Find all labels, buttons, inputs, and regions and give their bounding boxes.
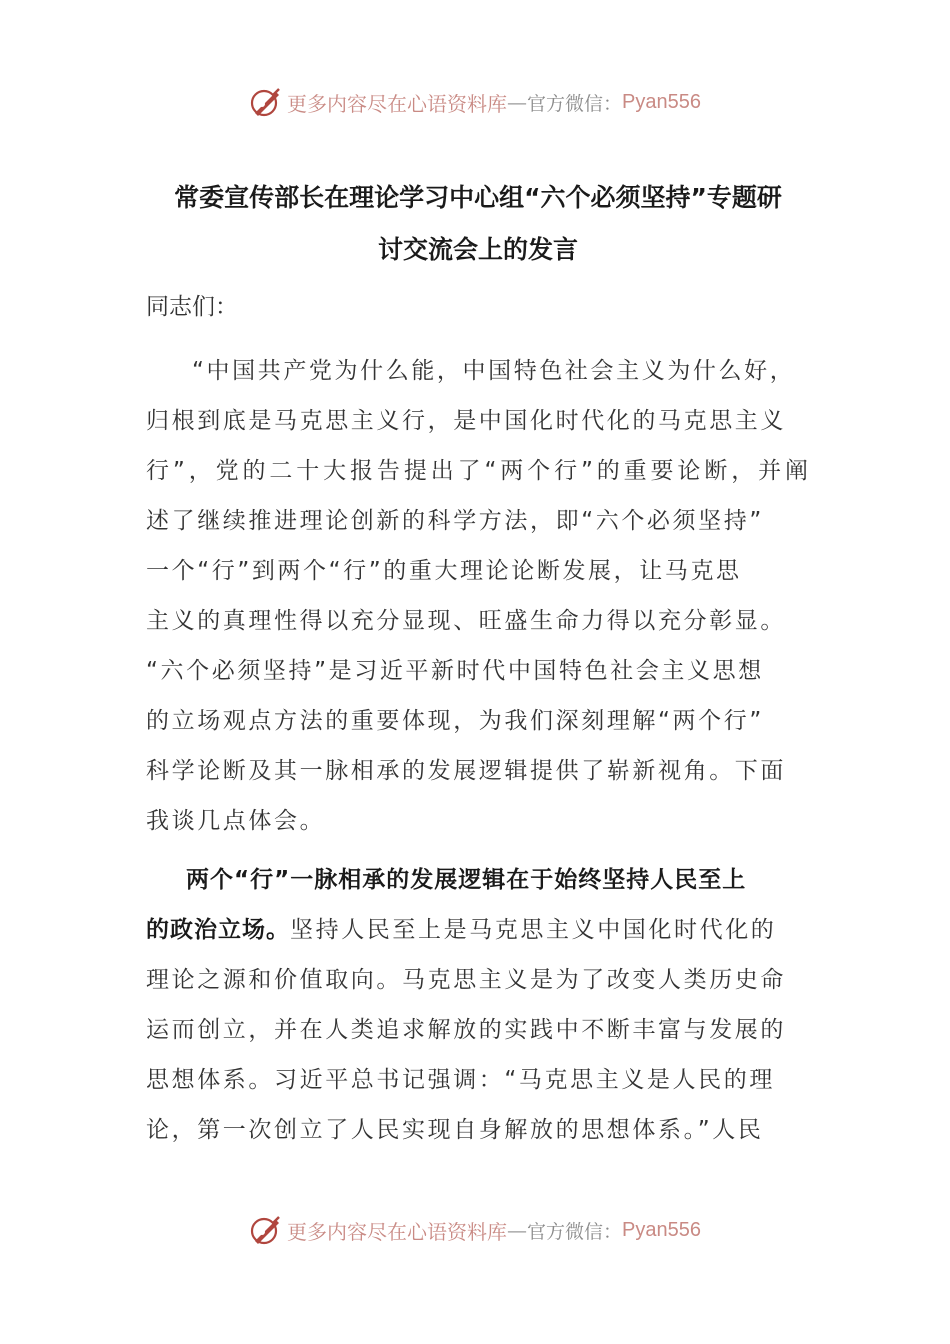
paragraph-line: 主义的真理性得以充分显现、旺盛生命力得以充分彰显。 bbox=[146, 608, 786, 634]
watermark-wechat-id: Pyan556 bbox=[622, 90, 701, 113]
paragraph-line: 理论之源和价值取向。马克思主义是为了改变人类历史命 bbox=[146, 967, 786, 993]
paragraph-heading-line: 两个“行”一脉相承的发展逻辑在于始终坚持人民至上 bbox=[186, 867, 747, 893]
paragraph-2 bbox=[146, 855, 808, 1155]
paragraph-line: 行”，党的二十大报告提出了“两个行”的重要论断，并阐 bbox=[146, 458, 808, 484]
watermark-dash: — bbox=[507, 90, 527, 114]
paragraph-line bbox=[146, 905, 808, 955]
paragraph-line: 述了继续推进理论创新的科学方法，即“六个必须坚持” bbox=[146, 508, 764, 534]
watermark-dash: — bbox=[507, 1218, 527, 1242]
watermark-banner-top bbox=[0, 82, 950, 122]
title-line-2: 讨交流会上的发言 bbox=[377, 235, 578, 264]
pen-logo-icon bbox=[249, 85, 283, 119]
paragraph-line: “六个必须坚持”是习近平新时代中国特色社会主义思想 bbox=[146, 658, 764, 684]
paragraph-line-rest: 坚持人民至上是马克思主义中国化时代化的 bbox=[290, 917, 777, 943]
watermark-text: 更多内容尽在心语资料库 bbox=[287, 1219, 507, 1244]
paragraph-1 bbox=[146, 346, 808, 846]
paragraph-line: “中国共产党为什么能，中国特色社会主义为什么好， bbox=[192, 358, 796, 384]
title-line-1: 常委宣传部长在理论学习中心组“六个必须坚持”专题研 bbox=[174, 183, 782, 212]
paragraph-line: 科学论断及其一脉相承的发展逻辑提供了崭新视角。下面 bbox=[146, 758, 786, 784]
document-title bbox=[148, 172, 808, 276]
watermark-wechat-label: 官方微信： bbox=[527, 1220, 623, 1243]
paragraph-line: 我谈几点体会。 bbox=[146, 808, 326, 834]
greeting: 同志们： bbox=[146, 294, 238, 320]
paragraph-line: 思想体系。习近平总书记强调：“马克思主义是人民的理 bbox=[146, 1067, 775, 1093]
watermark-banner-bottom bbox=[0, 1210, 950, 1250]
watermark-wechat-label: 官方微信： bbox=[527, 92, 623, 115]
paragraph-heading-end: 的政治立场。 bbox=[146, 917, 290, 943]
watermark-text: 更多内容尽在心语资料库 bbox=[287, 91, 507, 116]
paragraph-line: 归根到底是马克思主义行，是中国化时代化的马克思主义 bbox=[146, 408, 786, 434]
pen-logo-icon bbox=[249, 1213, 283, 1247]
paragraph-line: 一个“行”到两个“行”的重大理论论断发展，让马克思 bbox=[146, 558, 742, 584]
watermark-wechat-id: Pyan556 bbox=[622, 1218, 701, 1241]
paragraph-line: 的立场观点方法的重要体现，为我们深刻理解“两个行” bbox=[146, 708, 764, 734]
paragraph-line: 运而创立，并在人类追求解放的实践中不断丰富与发展的 bbox=[146, 1017, 786, 1043]
paragraph-line: 论，第一次创立了人民实现自身解放的思想体系。”人民 bbox=[146, 1117, 764, 1143]
